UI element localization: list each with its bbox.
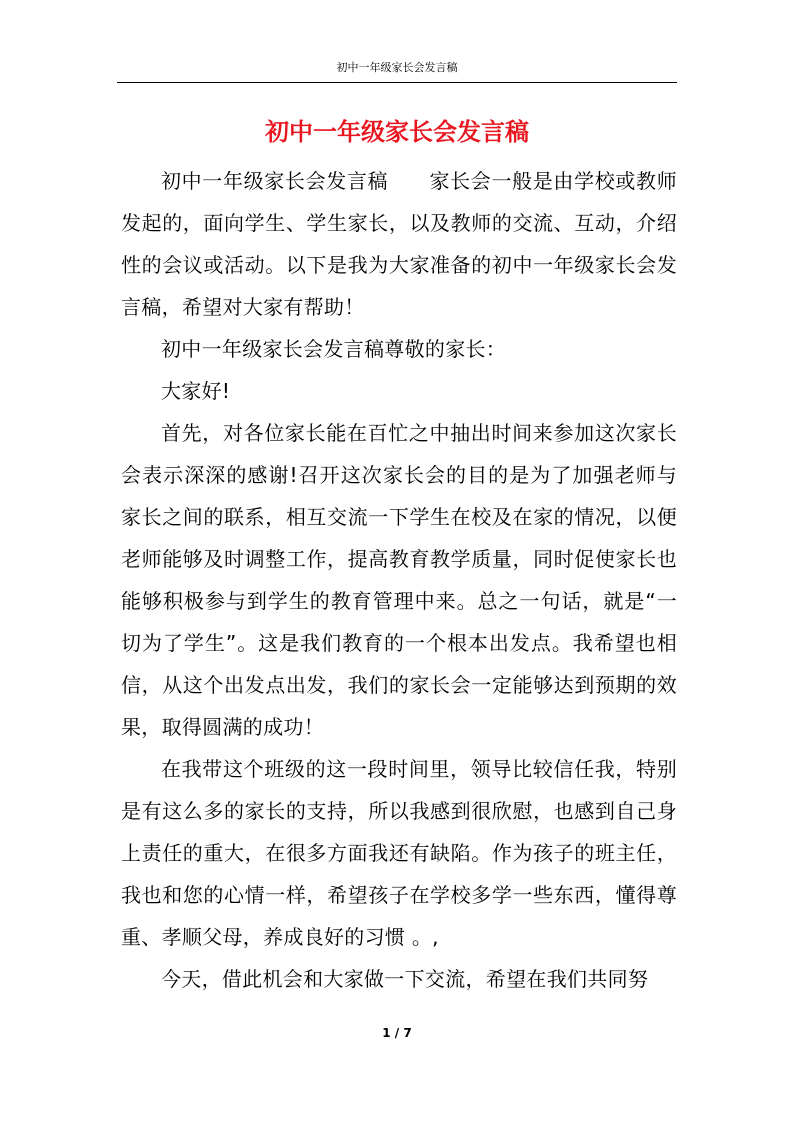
paragraph-exchange: 今天，借此机会和大家做一下交流，希望在我们共同努	[161, 967, 649, 991]
paragraph-thanks: 首先，对各位家长能在百忙之中抽出时间来参加这次家长会表示深深的感谢!召开这次家长会的目的是为了加强老师与家长之间的联系，相互交流一下学生在校及在家的情况，以便老师能够及时调整工作，提高教育教学质量，同时促使家长也能够积极参与到学生的教育管理中来。总之一句话，就是“一切为了学生”。这是我们教育的一个根本出发点。我希望也相信，从这个出发点出发，我们的家长会一定能够达到预期的效果，取得圆满的成功！	[121, 421, 677, 739]
header-divider	[117, 82, 677, 83]
page-number: 1 / 7	[382, 1026, 412, 1040]
paragraph-greeting: 大家好!	[161, 379, 231, 403]
document-body	[121, 160, 677, 1000]
paragraph-salutation: 初中一年级家长会发言稿尊敬的家长：	[161, 337, 507, 361]
paragraph-responsibility: 在我带这个班级的这一段时间里，领导比较信任我，特别是有这么多的家长的支持，所以我感到很欣慰，也感到自己身上责任的重大，在很多方面我还有缺陷。作为孩子的班主任，我也和您的心情一样，希望孩子在学校多学一些东西，懂得尊重、孝顺父母，养成良好的习惯 。,	[121, 757, 677, 949]
paragraph-intro: 初中一年级家长会发言稿 家长会一般是由学校或教师发起的，面向学生、学生家长，以及教师的交流、互动，介绍性的会议或活动。以下是我为大家准备的初中一年级家长会发言稿，希望对大家有帮助！	[121, 169, 677, 319]
document-title: 初中一年级家长会发言稿	[265, 118, 529, 146]
running-header-title: 初中一年级家长会发言稿	[336, 61, 458, 74]
